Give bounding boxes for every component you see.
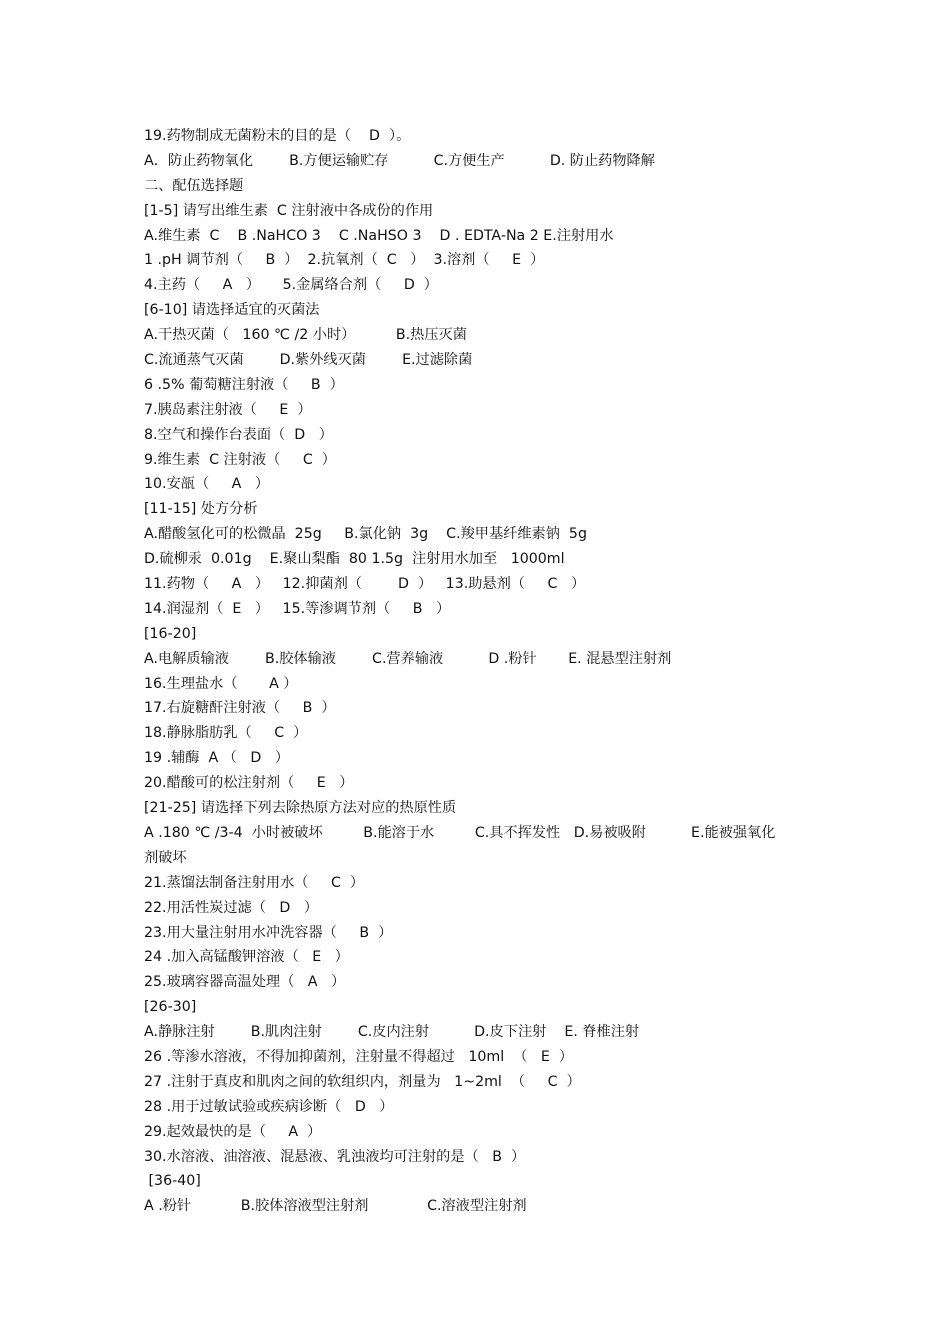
text-line: A．防止药物氧化 B.方便运输贮存 C.方便生产 D. 防止药物降解 [144, 152, 655, 169]
text-line: 10.安瓿（ A ） [144, 476, 270, 493]
text-line: 4.主药（ A ） 5.金属络合剂（ D ） [144, 277, 438, 294]
text-line: 16.生理盐水（ A ） [144, 675, 298, 692]
text-line: [36-40] [144, 1173, 201, 1190]
section-heading: 二、配伍选择题 [144, 177, 244, 194]
text-line: A.电解质输液 B.胶体输液 C.营养输液 D .粉针 E. 混悬型注射剂 [144, 650, 672, 667]
text-line: 6 .5% 葡萄糖注射液（ B ） [144, 376, 344, 393]
text-line: 26 .等渗水溶液，不得加抑菌剂，注射量不得超过 10ml （ E ） [144, 1048, 574, 1065]
text-line: D.硫柳汞 0.01g E.聚山梨酯 80 1.5g 注射用水加至 1000ml [144, 551, 565, 568]
text-line: A.维生素 C B .NaHCO 3 C .NaHSO 3 D . EDTA-Na 2 E.注射用水 [144, 227, 614, 244]
text-line: 25.玻璃容器高温处理（ A ） [144, 974, 346, 991]
text-line: A.干热灭菌（ 160 ℃ /2 小时） B.热压灭菌 [144, 327, 467, 344]
text-line: 20.醋酸可的松注射剂（ E ） [144, 775, 354, 792]
text-line: 29.起效最快的是（ A ） [144, 1123, 322, 1140]
text-line: 19.药物制成无菌粉末的目的是（ D ）。 [144, 128, 411, 144]
text-line: A .粉针 B.胶体溶液型注射剂 C.溶液型注射剂 [144, 1198, 527, 1215]
text-line: [21-25] 请选择下列去除热原方法对应的热原性质 [144, 800, 457, 817]
text-line: 14.润湿剂（ E ） 15.等渗调节剂（ B ） [144, 600, 451, 617]
text-line: 28 .用于过敏试验或疾病诊断（ D ） [144, 1098, 394, 1115]
text-line: 24 .加入高锰酸钾溶液（ E ） [144, 949, 349, 966]
text-line: A .180 ℃ /3-4 小时被破坏 B.能溶于水 C.具不挥发性 D.易被吸附 E.能被强氧化 [144, 824, 776, 841]
text-line: 19 .辅酶 A （ D ） [144, 750, 290, 767]
text-line: A.醋酸氢化可的松微晶 25g B.氯化钠 3g C.羧甲基纤维素钠 5g [144, 526, 587, 543]
text-line: 8.空气和操作台表面（ D ） [144, 426, 333, 443]
text-line: 27 .注射于真皮和肌肉之间的软组织内，剂量为 1~2ml （ C ） [144, 1073, 581, 1090]
text-line: [11-15] 处方分析 [144, 501, 258, 518]
text-line: [1-5] 请写出维生素 C 注射液中各成份的作用 [144, 202, 434, 219]
text-line: 30.水溶液、油溶液、混悬液、乳浊液均可注射的是（ B ） [144, 1148, 526, 1165]
text-line: 剂破坏 [144, 849, 187, 866]
text-line: 23.用大量注射用水冲洗容器（ B ） [144, 924, 393, 941]
text-line: [16-20] [144, 625, 197, 642]
text-line: 18.静脉脂肪乳（ C ） [144, 725, 308, 742]
text-line: 11.药物（ A ） 12.抑菌剂（ D ） 13.助悬剂（ C ） [144, 576, 586, 593]
text-line: [26-30] [144, 999, 197, 1016]
document-body [144, 124, 824, 1219]
text-line: 1 .pH 调节剂（ B ） 2.抗氧剂（ C ） 3.溶剂（ E ） [144, 252, 545, 269]
text-line: 17.右旋糖酐注射液（ B ） [144, 700, 336, 717]
text-line: A.静脉注射 B.肌肉注射 C.皮内注射 D.皮下注射 E. 脊椎注射 [144, 1024, 640, 1041]
text-line: 9.维生素 C 注射液（ C ） [144, 451, 336, 468]
text-line: 22.用活性炭过滤（ D ） [144, 899, 319, 916]
text-line: 7.胰岛素注射液（ E ） [144, 401, 312, 418]
text-line: C.流通蒸气灭菌 D.紫外线灭菌 E.过滤除菌 [144, 352, 473, 369]
text-line: [6-10] 请选择适宜的灭菌法 [144, 302, 320, 319]
text-line: 21.蒸馏法制备注射用水（ C ） [144, 874, 365, 891]
